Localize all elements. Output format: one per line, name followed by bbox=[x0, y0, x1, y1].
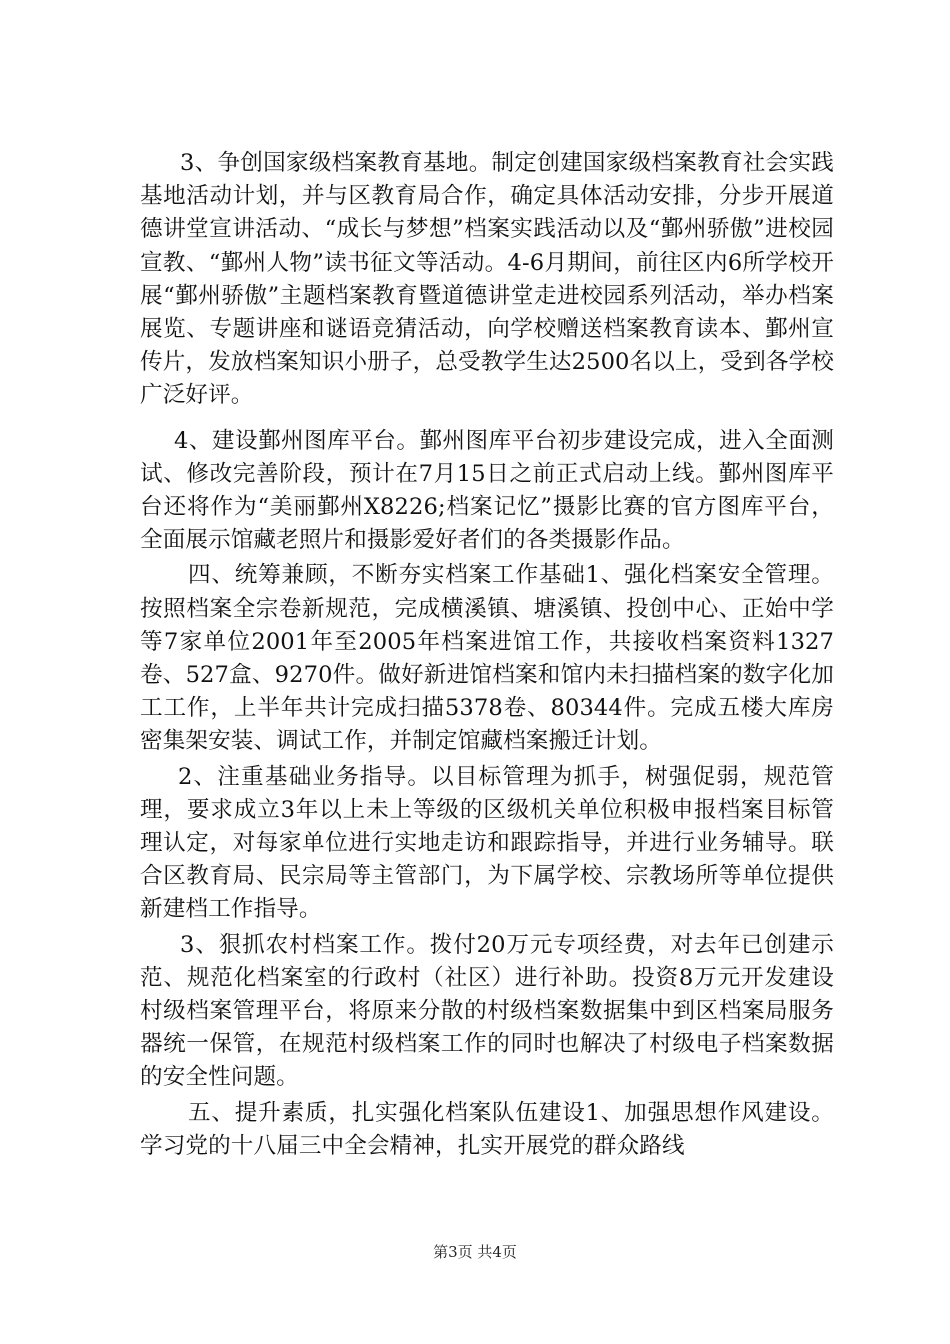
paragraph-section-four-archive-security: 四、统筹兼顾，不断夯实档案工作基础1、强化档案安全管理。按照档案全宗卷新规范，完成横溪镇、塘溪镇、投创中心、正始中学等7家单位2001年至2005年档案进馆工作，共接收档案资料1327卷、527盒、9270件。做好新进馆档案和馆内未扫描档案的数字化加工工作，上半年共计完成扫描5378卷、80344件。完成五楼大库房密集架安装、调试工作，并制定馆藏档案搬迁计划。 bbox=[140, 562, 834, 755]
paragraph-section-five-team-building: 五、提升素质，扎实强化档案队伍建设1、加强思想作风建设。学习党的十八届三中全会精神，扎实开展党的群众路线 bbox=[140, 1099, 834, 1159]
page-number-footer: 第3页 共4页 bbox=[433, 1243, 517, 1261]
paragraph-education-base: 3、争创国家级档案教育基地。制定创建国家级档案教育社会实践基地活动计划，并与区教育局合作，确定具体活动安排，分步开展道德讲堂宣讲活动、“成长与梦想”档案实践活动以及“鄞州骄傲”进校园宣教、“鄞州人物”读书征文等活动。4-6月期间，前往区内6所学校开展“鄞州骄傲”主题档案教育暨道德讲堂走进校园系列活动，举办档案展览、专题讲座和谜语竞猜活动，向学校赠送档案教育读本、鄞州宣传片，发放档案知识小册子，总受教学生达2500名以上，受到各学校广泛好评。 bbox=[140, 150, 834, 409]
paragraph-business-guidance: 2、注重基础业务指导。以目标管理为抓手，树强促弱，规范管理，要求成立3年以上未上等级的区级机关单位积极申报档案目标管理认定，对每家单位进行实地走访和跟踪指导，并进行业务辅导。联合区教育局、民宗局等主管部门，为下属学校、宗教场所等单位提供新建档工作指导。 bbox=[140, 763, 834, 923]
paragraph-rural-archives: 3、狠抓农村档案工作。拨付20万元专项经费，对去年已创建示范、规范化档案室的行政村（社区）进行补助。投资8万元开发建设村级档案管理平台，将原来分散的村级档案数据集中到区档案局服务器统一保管，在规范村级档案工作的同时也解决了村级电子档案数据的安全性问题。 bbox=[140, 931, 834, 1091]
paragraph-image-library: 4、建设鄞州图库平台。鄞州图库平台初步建设完成，进入全面测试、修改完善阶段，预计在7月15日之前正式启动上线。鄞州图库平台还将作为“美丽鄞州X8226;档案记忆”摄影比赛的官方图库平台，全面展示馆藏老照片和摄影爱好者们的各类摄影作品。 bbox=[140, 427, 834, 554]
document-body bbox=[140, 147, 834, 1163]
